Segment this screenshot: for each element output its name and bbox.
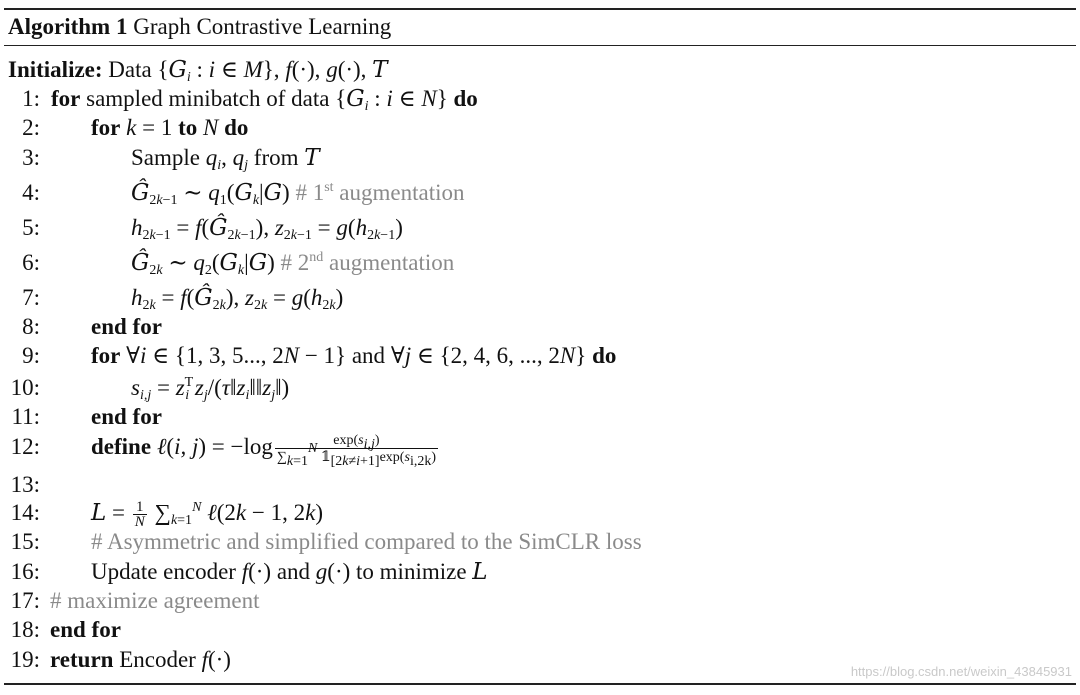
line-number: 9: xyxy=(22,343,40,368)
line-number: 4: xyxy=(22,180,40,205)
loss-fraction: $\frac{\exp(s_{i,j})}{\sum_{k=1}^N 𝟙_{[2k\ne i+1]}\exp(s_{i,2k})}$ xyxy=(276,432,436,469)
line-number: 8: xyxy=(22,314,40,339)
line-number: 18: xyxy=(10,617,40,642)
end-for-keyword: end for xyxy=(50,617,121,642)
update-text: Update encoder xyxy=(91,559,236,584)
line-number: 2: xyxy=(22,115,40,140)
return-keyword: return xyxy=(50,647,114,672)
line-number: 19: xyxy=(10,647,40,672)
for-keyword: for xyxy=(51,86,81,111)
for-keyword: for xyxy=(91,115,121,140)
do-keyword: do xyxy=(592,343,617,368)
and-word: and xyxy=(276,559,311,584)
and-word: and xyxy=(351,343,386,368)
bottom-rule xyxy=(4,683,1076,685)
comment-maximize: # maximize agreement xyxy=(50,588,260,613)
watermark: https://blog.csdn.net/weixin_43845931 xyxy=(850,664,1072,679)
algorithm-name: Graph Contrastive Learning xyxy=(133,14,392,39)
sample-word: Sample xyxy=(131,145,200,170)
comment-loss-note: # Asymmetric and simplified compared to the SimCLR loss xyxy=(91,529,642,554)
end-for-keyword: end for xyxy=(91,404,162,429)
line-number: 11: xyxy=(11,404,40,429)
do-keyword: do xyxy=(453,86,478,111)
top-rule xyxy=(4,8,1076,10)
line-number: 1: xyxy=(22,86,40,111)
minibatch-text: sampled minibatch of data xyxy=(86,86,330,111)
algorithm-title xyxy=(8,12,391,42)
end-for-keyword: end for xyxy=(91,314,162,339)
line-number: 7: xyxy=(22,285,40,310)
initialize-line: Initialize: Data {$G_i$ : i ∈ M}, f(·), g(·), T xyxy=(8,57,388,85)
initialize-keyword: Initialize: xyxy=(8,57,103,82)
line-number: 6: xyxy=(22,250,40,275)
header-rule xyxy=(4,45,1076,46)
algorithm-label: Algorithm 1 xyxy=(8,14,128,39)
line-number: 5: xyxy=(22,215,40,240)
comment-first-augmentation: # 1st augmentation xyxy=(295,180,465,205)
for-keyword: for xyxy=(91,343,121,368)
line-number: 3: xyxy=(22,145,40,170)
comment-second-augmentation: # 2nd augmentation xyxy=(280,250,455,275)
line-number: 13: xyxy=(10,472,40,497)
line-number: 14: xyxy=(10,500,40,525)
define-keyword: define xyxy=(91,434,152,459)
line-number: 16: xyxy=(10,559,40,584)
do-keyword: do xyxy=(224,115,249,140)
to-minimize-text: to minimize xyxy=(356,559,467,584)
to-keyword: to xyxy=(178,115,198,140)
data-word: Data xyxy=(108,57,152,82)
encoder-word: Encoder xyxy=(119,647,196,672)
line-number: 17: xyxy=(10,588,40,613)
line-number: 10: xyxy=(10,375,40,400)
line-number: 12: xyxy=(10,434,40,459)
from-word: from xyxy=(253,145,299,170)
line-number: 15: xyxy=(10,529,40,554)
